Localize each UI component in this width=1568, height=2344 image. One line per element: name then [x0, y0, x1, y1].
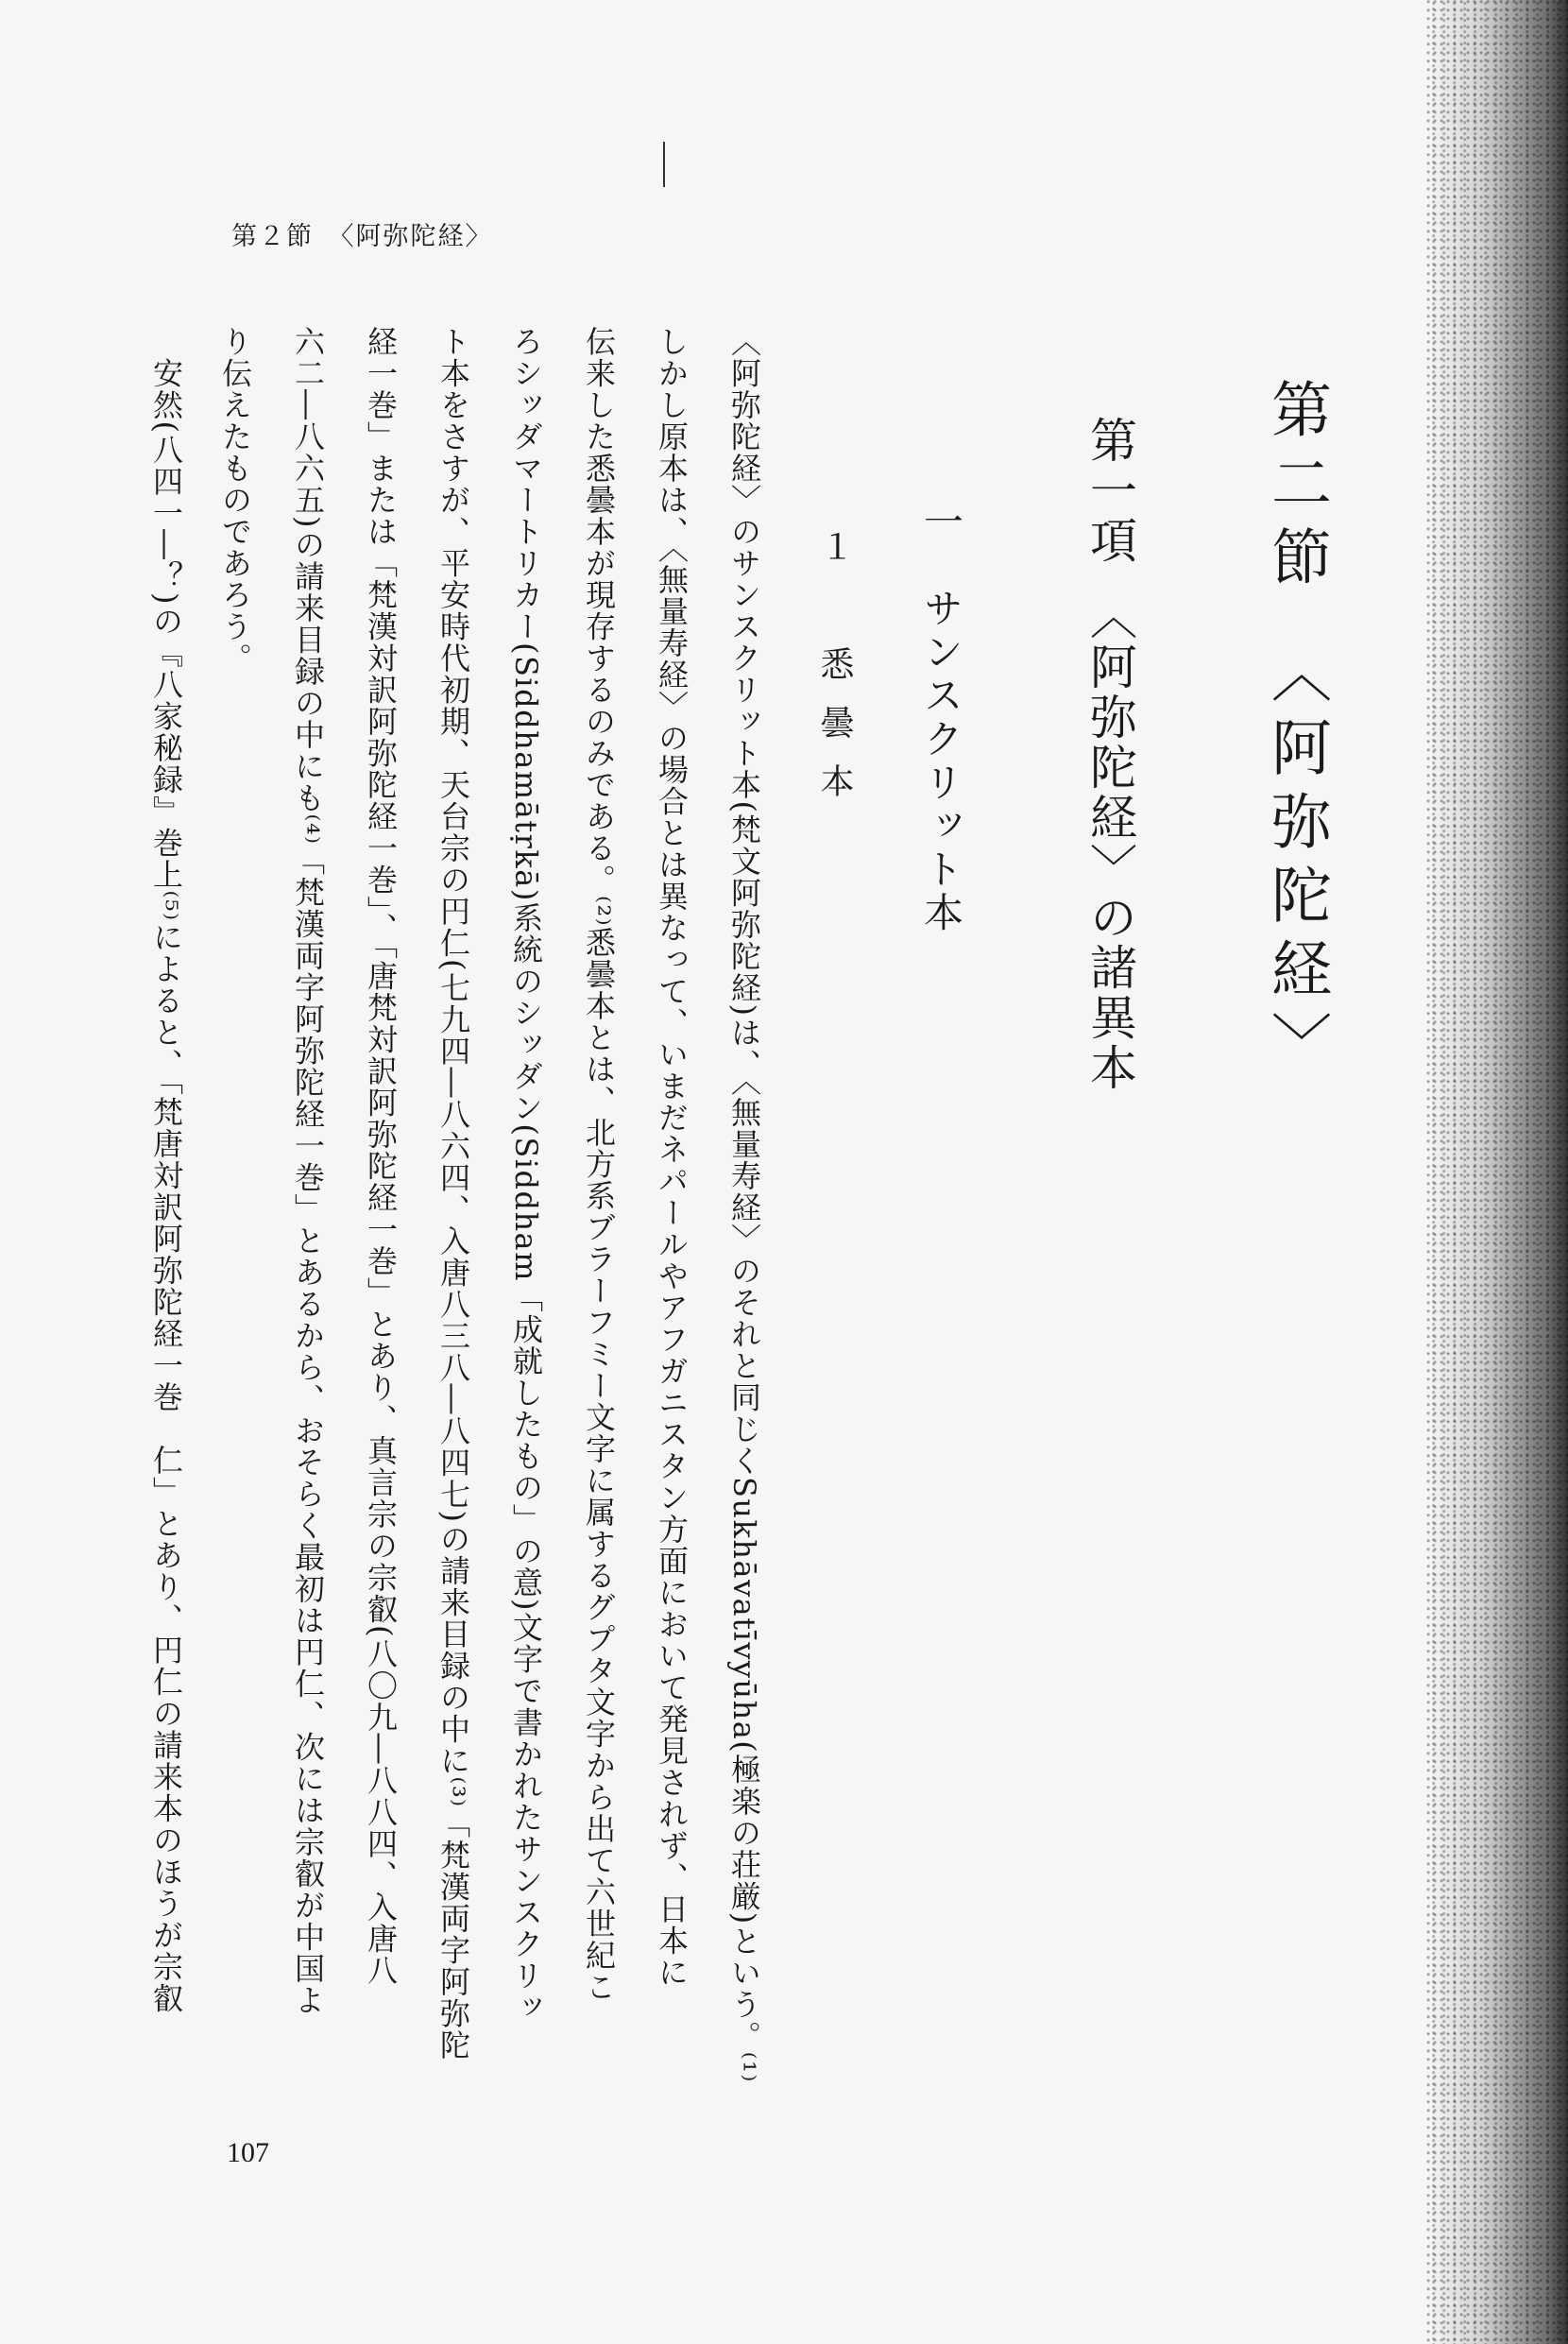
page-number: 107: [227, 2137, 269, 2168]
subsection-heading: １ 悉曇本: [815, 529, 854, 822]
body-line-2: しかし原本は、〈無量寿経〉の場合とは異なって、いまだネパールやアフガニスタン方面において発見されず、日本に: [654, 326, 690, 1989]
body-line-6: 経一巻」または「梵漢対訳阿弥陀経一巻」、「唐梵対訳阿弥陀経一巻」とあり、真言宗の宗叡(八〇九―八八四、入唐八: [363, 326, 399, 1987]
item-heading: 第一項 〈阿弥陀経〉の諸異本: [1082, 416, 1137, 1093]
body-line-7: 六二―八六五)の請来目録の中にも⁽⁴⁾「梵漢両字阿弥陀経一巻」とあるから、おそらく最初は円仁、次には宗叡が中国よ: [290, 326, 326, 2017]
section-heading: 第二節 〈阿弥陀経〉: [1261, 378, 1331, 1085]
scan-shadow-edge: [1426, 0, 1568, 2344]
body-line-8: り伝えたものであろう。: [217, 326, 253, 675]
fold-mark: [663, 142, 665, 187]
body-line-5: ト本をさすが、平安時代初期、天台宗の円仁(七九四―八六四、入唐八三八―八四七)の請来目録の中に⁽³⁾「梵漢両字阿弥陀: [435, 326, 471, 2062]
part-heading: 一 サンスクリット本: [918, 501, 964, 935]
body-line-9: 安然(八四一―？)の『八家秘録』巻上⁽⁵⁾によると、「梵唐対訳阿弥陀経一巻 仁」とあり、円仁の請来本のほうが宗叡: [148, 326, 184, 2015]
body-line-1: 〈阿弥陀経〉のサンスクリット本(梵文阿弥陀経)は、〈無量寿経〉のそれと同じくSukhāvatīvyūha(極楽の荘厳)という。⁽¹⁾: [726, 326, 762, 2083]
running-head: 第２節 〈阿弥陀経〉: [231, 222, 493, 251]
body-line-4: ろシッダマートリカー(Siddhamātṛkā)系統のシッダン(Siddham「成就したもの」の意)文字で書かれたサンスクリッ: [508, 326, 544, 2024]
body-line-3: 伝来した悉曇本が現存するのみである。⁽²⁾悉曇本とは、北方系ブラーフミー文字に属するグプタ文字から出て六世紀こ: [581, 326, 617, 2004]
